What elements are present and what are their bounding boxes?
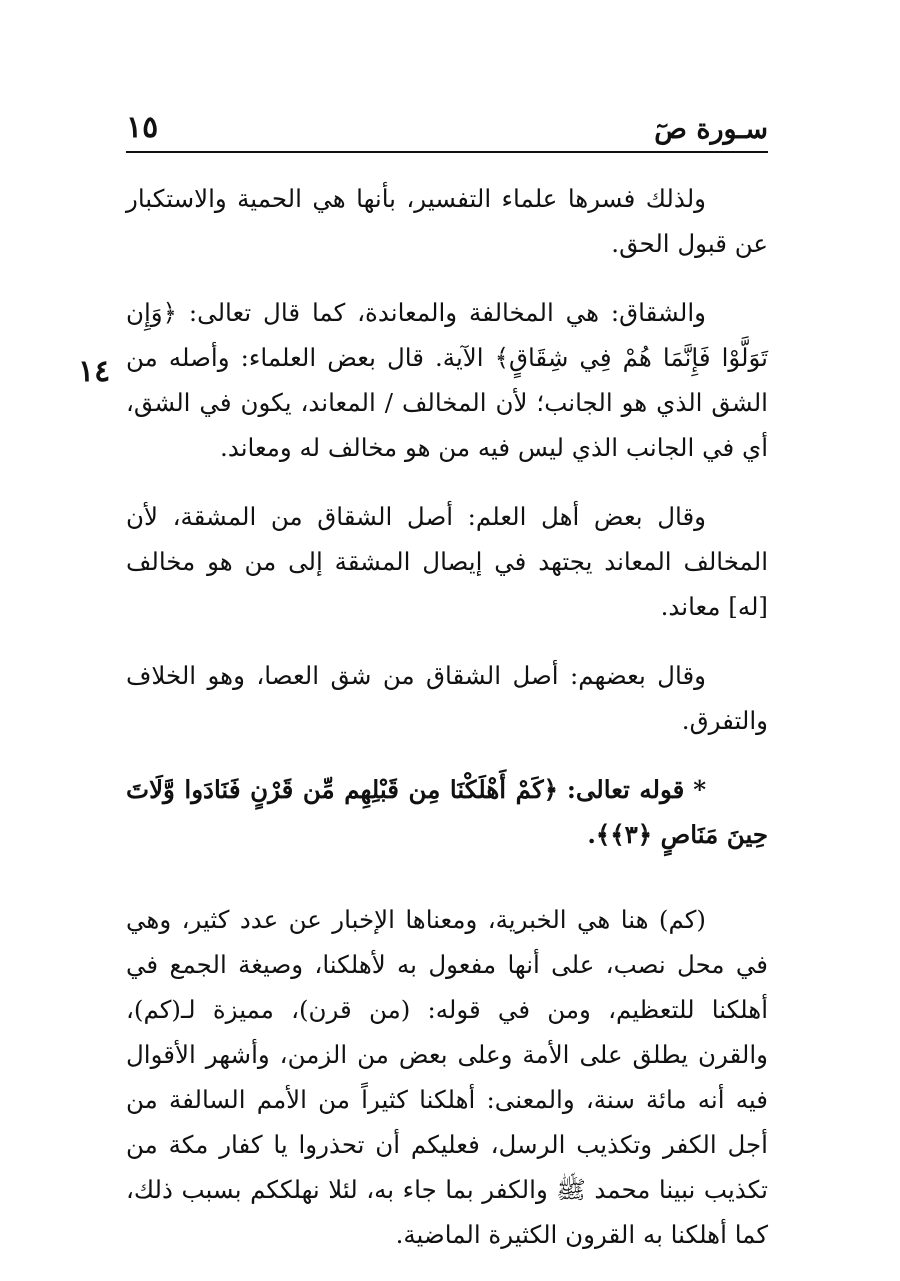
verse-star-marker: * — [693, 775, 706, 804]
paragraph-shiqaq-definition: والشقاق: هي المخالفة والمعاندة، كما قال تعالى: ﴿وَإِن تَوَلَّوْا فَإِنَّمَا هُمْ فِي شِقَاقٍ﴾ الآية. قال بعض العلماء: وأصله من الشق الذي هو الجانب؛ لأن المخالف / المعاند، يكون في الشق، أي في الجانب الذي ليس فيه من هو مخالف له ومعاند. — [126, 298, 768, 462]
header-rule — [126, 151, 768, 153]
paragraph-arrogance: ولذلك فسرها علماء التفسير، بأنها هي الحمية والاستكبار عن قبول الحق. — [126, 184, 768, 258]
page-body — [126, 176, 768, 1281]
surah-title: سـورة صٓ — [654, 114, 768, 145]
verse-lead: قوله تعالى: — [566, 775, 685, 804]
page-header — [126, 108, 768, 152]
paragraph-shaqq-al-asa: وقال بعضهم: أصل الشقاق من شق العصا، وهو الخلاف والتفرق. — [126, 661, 768, 735]
original-page-marker: ١٤ — [78, 354, 111, 389]
paragraph-mashaqqa: وقال بعض أهل العلم: أصل الشقاق من المشقة، لأن المخالف المعاند يجتهد في إيصال المشقة إلى من هو مخالف [له] معاند. — [126, 502, 768, 621]
paragraph-commentary: (كم) هنا هي الخبرية، ومعناها الإخبار عن عدد كثير، وهي في محل نصب، على أنها مفعول به لأهلكنا، وصيغة الجمع في أهلكنا للتعظيم، ومن في قوله: (من قرن)، مميزة لـ(كم)، والقرن يطلق على الأمة وعلى بعض من الزمن، وأشهر الأقوال فيه أنه مائة سنة، والمعنى: أهلكنا كثيراً من الأمم السالفة من أجل الكفر وتكذيب الرسل، فعليكم أن تحذروا يا كفار مكة من تكذيب نبينا محمد ﷺ والكفر بما جاء به، لئلا نهلككم بسبب ذلك، كما أهلكنا به القرون الكثيرة الماضية. — [126, 905, 768, 1249]
page-number: ١٥ — [126, 110, 159, 145]
verse-heading — [126, 767, 768, 857]
quran-verse: ﴿كَمْ أَهْلَكْنَا مِن قَبْلِهِم مِّن قَرْنٍ فَنَادَوا وَّلَاتَ حِينَ مَنَاصٍ ﴿٣﴾﴾. — [126, 775, 768, 849]
